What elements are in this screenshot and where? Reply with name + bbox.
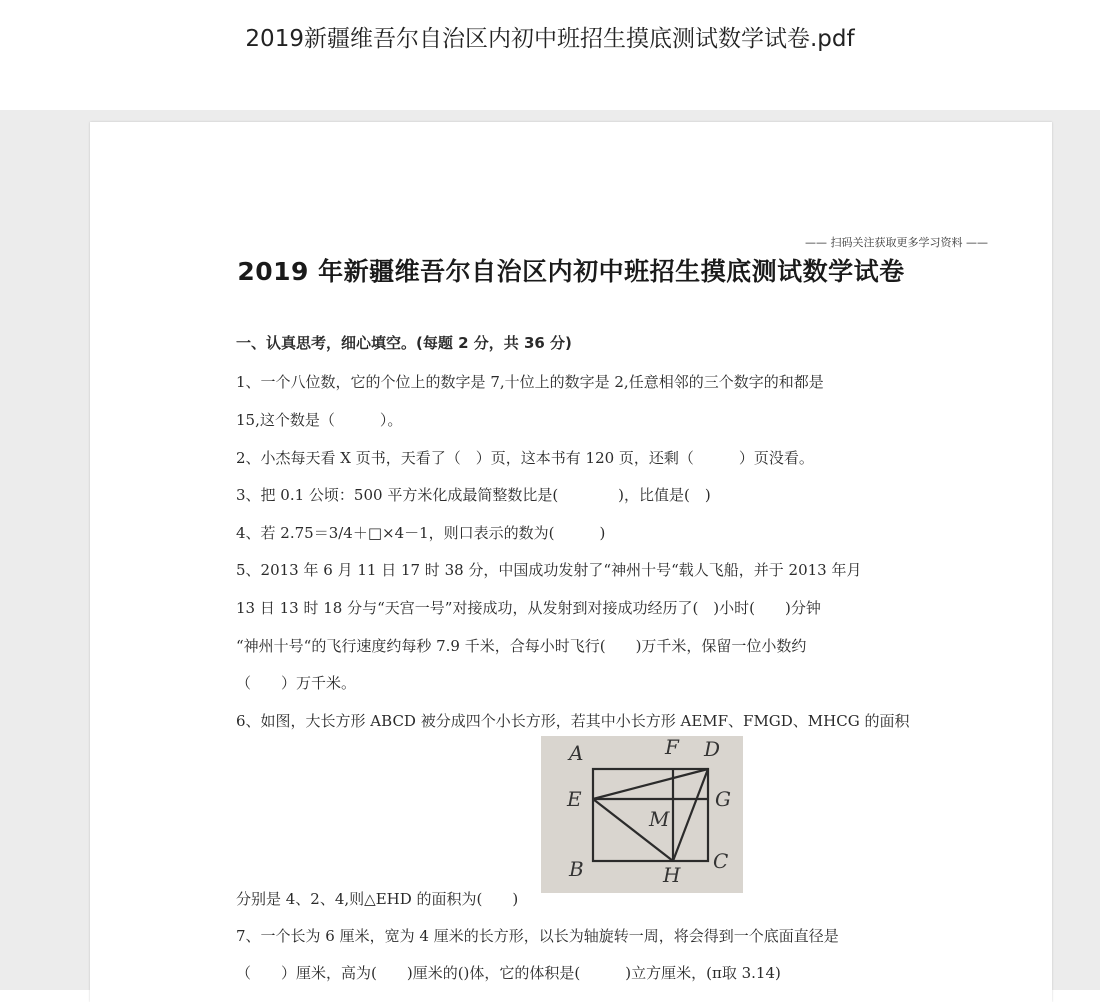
question-line: 分别是 4、2、4,则△EHD 的面积为( ) bbox=[236, 890, 519, 908]
label-a: A bbox=[569, 741, 584, 765]
viewer-header bbox=[0, 0, 1100, 110]
question-line: （ ）万千米。 bbox=[236, 674, 357, 692]
label-d: D bbox=[704, 737, 721, 761]
question-line: 2、小杰每天看 X 页书，天看了（ ）页，这本书有 120 页，还剩（ ）页没看。 bbox=[236, 449, 814, 467]
label-h: H bbox=[663, 863, 681, 887]
question-line: 6、如图，大长方形 ABCD 被分成四个小长方形，若其中小长方形 AEMF、FMGD、MHCG 的面积 bbox=[236, 712, 910, 730]
document-title: 2019 年新疆维吾尔自治区内初中班招生摸底测试数学试卷 bbox=[237, 257, 905, 286]
label-e: E bbox=[567, 787, 582, 811]
label-b: B bbox=[569, 857, 584, 881]
file-title: 2019新疆维吾尔自治区内初中班招生摸底测试数学试卷.pdf bbox=[245, 26, 855, 52]
question-line: “神州十号“的飞行速度约每秒 7.9 千米，合每小时飞行( )万千米，保留一位小数约 bbox=[236, 637, 807, 655]
question-line: 7、一个长为 6 厘米，宽为 4 厘米的长方形，以长为轴旋转一周，将会得到一个底面直径是 bbox=[236, 927, 839, 945]
label-f: F bbox=[665, 736, 679, 759]
pdf-viewer-area[interactable] bbox=[0, 110, 1100, 990]
section-heading: 一、认真思考，细心填空。(每题 2 分，共 36 分) bbox=[236, 334, 572, 352]
rectangle-diagram bbox=[541, 736, 743, 893]
question-line: 1、一个八位数，它的个位上的数字是 7,十位上的数字是 2,任意相邻的三个数字的和都是 bbox=[236, 373, 824, 391]
question-line: 4、若 2.75＝3/4＋□×4－1，则口表示的数为( ) bbox=[236, 524, 606, 542]
question-line: 5、2013 年 6 月 11 日 17 时 38 分，中国成功发射了“神州十号“载人飞船，并于 2013 年月 bbox=[236, 561, 862, 579]
rectangle-figure bbox=[541, 736, 743, 893]
question-line: 15,这个数是（ ）。 bbox=[236, 411, 403, 429]
question-line: 13 日 13 时 18 分与“天宫一号”对接成功，从发射到对接成功经历了( )小时( )分钟 bbox=[236, 599, 821, 617]
label-c: C bbox=[713, 849, 729, 873]
scan-note: —— 扫码关注获取更多学习资料 —— bbox=[805, 236, 988, 249]
question-line: 3、把 0.1 公顷：500 平方米化成最简整数比是( )，比值是( ) bbox=[236, 486, 711, 504]
question-line: （ ）厘米，高为( )厘米的()体，它的体积是( )立方厘米，(π取 3.14) bbox=[236, 964, 781, 982]
label-m: M bbox=[649, 807, 670, 831]
pdf-page bbox=[90, 122, 1052, 1002]
label-g: G bbox=[715, 787, 731, 811]
